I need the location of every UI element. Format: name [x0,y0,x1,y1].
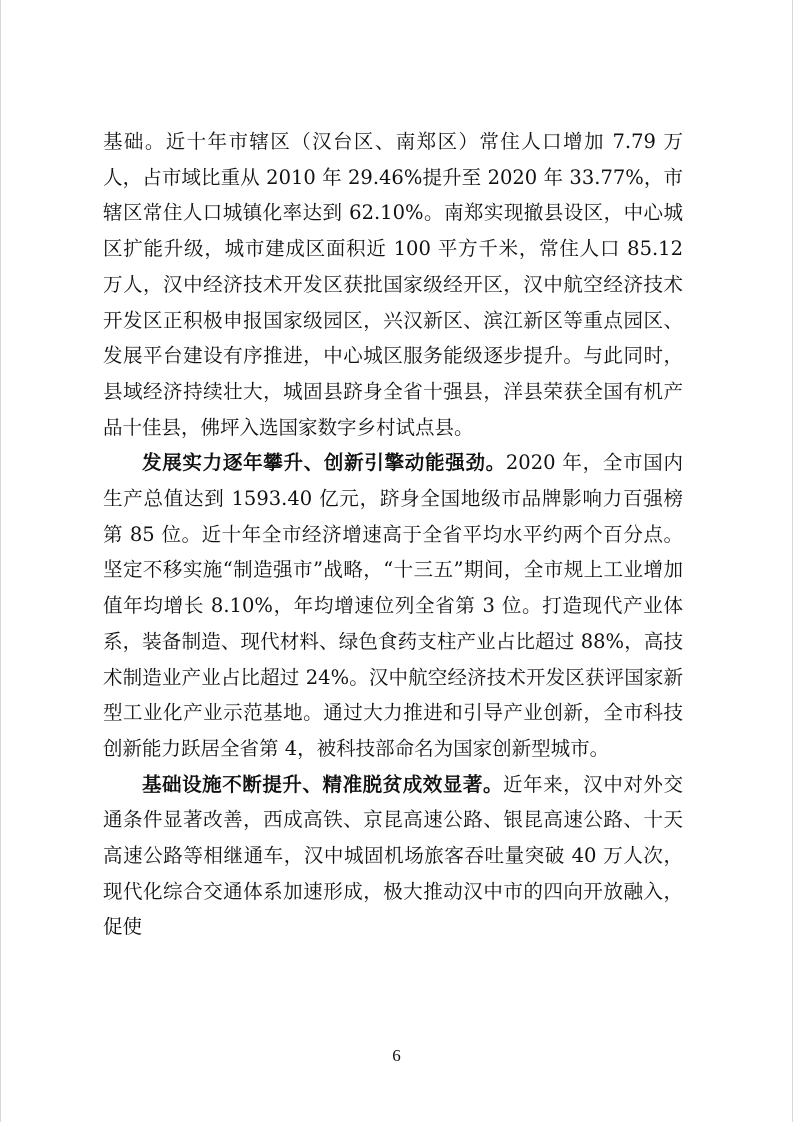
paragraph-infrastructure [103,767,683,946]
paragraph-lead: 基础设施不断提升、精准脱贫成效显著。 [142,772,504,796]
paragraph-text: 近年来，汉中对外交通条件显著改善，西成高铁、京昆高速公路、银昆高速公路、十天高速公路等相继通车，汉中城固机场旅客吞吐量突破 40 万人次，现代化综合交通体系加速形成，极大推动汉中市的四向开放融入，促使 [103,772,683,939]
paragraph-text: 2020 年，全市国内生产总值达到 1593.40 亿元，跻身全国地级市品牌影响力百强榜第 85 位。近十年全市经济增速高于全省平均水平约两个百分点。坚定不移实施“制造强市”战略，“十三五”期间，全市规上工业增加值年均增长 8.10%，年均增速位列全省第 3 位。打造现代产业体系，装备制造、现代材料、绿色食药支柱产业占比超过 88%，高技术制造业产业占比超过 24%。汉中航空经济技术开发区获评国家新型工业化产业示范基地。通过大力推进和引导产业创新，全市科技创新能力跃居全省第 4，被科技部命名为国家创新型城市。 [103,451,683,760]
paragraph-development [103,445,683,766]
page-left-edge [0,0,1,1122]
paragraph-text: 基础。近十年市辖区（汉台区、南郑区）常住人口增加 7.79 万人，占市域比重从 2010 年 29.46%提升至 2020 年 33.77%，市辖区常住人口城镇化率达到 62.10%。南郑实现撤县设区，中心城区扩能升级，城市建成区面积近 100 平方千米，常住人口 85.12 万人，汉中经济技术开发区获批国家级经开区，汉中航空经济技术开发区正积极申报国家级园区，兴汉新区、滨江新区等重点园区、发展平台建设有序推进，中心城区服务能级逐步提升。与此同时，县域经济持续壮大，城固县跻身全省十强县，洋县荣获全国有机产品十佳县，佛坪入选国家数字乡村试点县。 [103,130,683,439]
paragraph-continuation [103,124,683,445]
page-number: 6 [392,1046,401,1065]
document-body [103,124,683,945]
paragraph-lead: 发展实力逐年攀升、创新引擎动能强劲。 [142,451,506,475]
